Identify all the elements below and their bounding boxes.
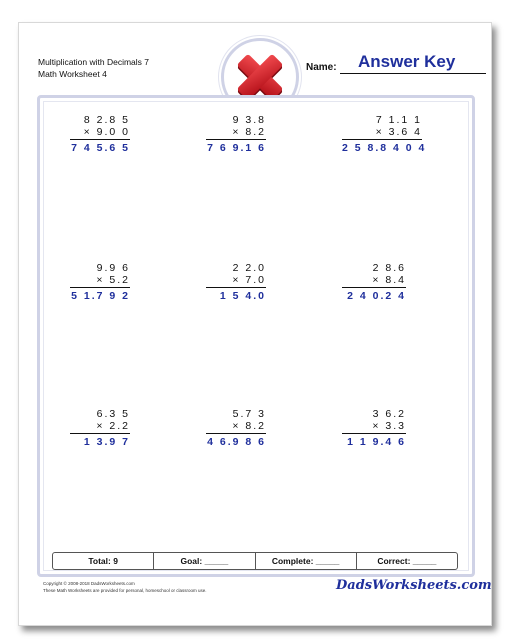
copyright-line: Copyright © 2008-2018 DadsWorksheets.com [43, 581, 135, 586]
product-answer: 7 6 9.1 6 [207, 142, 266, 154]
problem-5 [206, 262, 266, 302]
worksheet-title-block [38, 56, 149, 80]
multiplicand: 2 8.6 [372, 262, 406, 274]
multiplicand: 9 3.8 [232, 114, 266, 126]
multiplier: × 8.2 [232, 126, 266, 138]
multiplicand: 3 6.2 [372, 408, 406, 420]
name-field [306, 52, 486, 76]
problem-6 [342, 262, 406, 302]
worksheet-title: Multiplication with Decimals 7 [38, 57, 150, 67]
goal-cell: Goal: _____ [154, 553, 255, 569]
score-footer [52, 552, 458, 570]
multiplier: × 3.3 [372, 420, 406, 432]
multiplicand: 9.9 6 [96, 262, 130, 274]
answer-rule [70, 433, 130, 434]
name-label: Name: [306, 62, 337, 73]
usage-line: These Math Worksheets are provided for personal, homeschool or classroom use. [43, 587, 207, 593]
correct-cell: Correct: _____ [377, 556, 437, 566]
product-answer: 2 5 8.8 4 0 4 [342, 142, 427, 154]
answer-rule [342, 139, 422, 140]
multiplier: × 2.2 [96, 420, 130, 432]
product-answer: 1 3.9 7 [83, 436, 130, 448]
answer-rule [342, 433, 406, 434]
product-answer: 5 1.7 9 2 [71, 290, 130, 302]
brand-logo: DadsWorksheets.com [336, 578, 492, 593]
multiplier: × 7.0 [232, 274, 266, 286]
product-answer: 7 4 5.6 5 [71, 142, 130, 154]
multiplicand: 2 2.0 [232, 262, 266, 274]
product-answer: 1 1 9.4 6 [347, 436, 406, 448]
answer-rule [206, 139, 266, 140]
problem-3 [342, 114, 427, 154]
multiplier: × 3.6 4 [375, 126, 422, 138]
copyright-notice [43, 581, 207, 594]
answer-rule [70, 287, 130, 288]
worksheet-subtitle: Math Worksheet 4 [38, 69, 107, 79]
name-underline [340, 73, 486, 74]
answer-rule [206, 287, 266, 288]
total-cell: Total: 9 [53, 553, 154, 569]
multiplicand: 5.7 3 [232, 408, 266, 420]
problems-frame [37, 95, 475, 577]
answer-rule [342, 287, 406, 288]
multiplicand: 8 2.8 5 [83, 114, 130, 126]
problem-9 [342, 408, 406, 448]
problem-2 [206, 114, 266, 154]
multiplicand: 6.3 5 [96, 408, 130, 420]
product-answer: 2 4 0.2 4 [347, 290, 406, 302]
multiplier: × 8.4 [372, 274, 406, 286]
answer-key-heading: Answer Key [358, 52, 456, 71]
complete-cell: Complete: _____ [256, 553, 357, 569]
product-answer: 1 5 4.0 [219, 290, 266, 302]
multiplier: × 5.2 [96, 274, 130, 286]
problem-4 [70, 262, 130, 302]
problem-8 [206, 408, 266, 448]
product-answer: 4 6.9 8 6 [207, 436, 266, 448]
multiplicand: 7 1.1 1 [375, 114, 422, 126]
multiplier: × 8.2 [232, 420, 266, 432]
answer-rule [70, 139, 130, 140]
problem-1 [70, 114, 130, 154]
problem-7 [70, 408, 130, 448]
multiplier: × 9.0 0 [83, 126, 130, 138]
answer-rule [206, 433, 266, 434]
